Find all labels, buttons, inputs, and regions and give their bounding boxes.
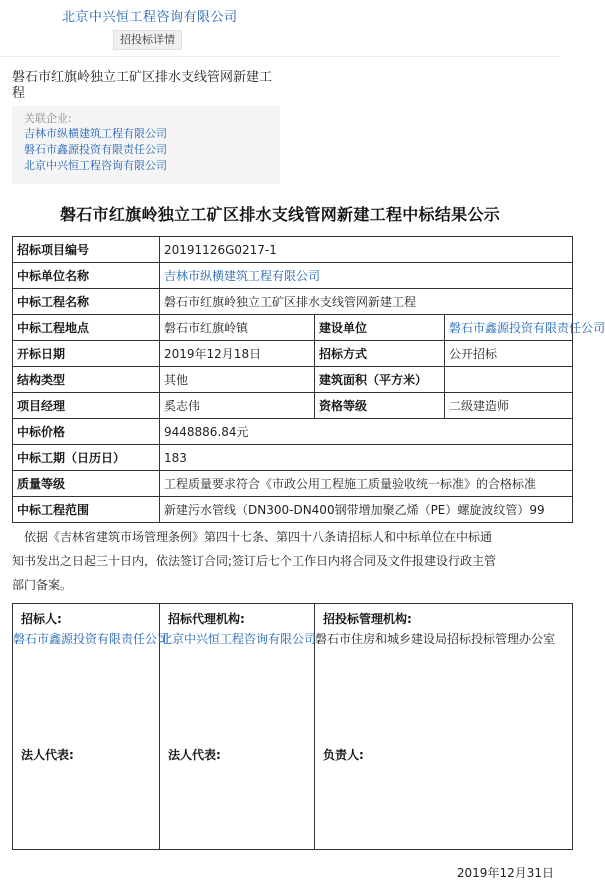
winner-link[interactable]: 吉林市纵横建筑工程有限公司 <box>160 263 573 289</box>
manager-value: 奚志伟 <box>160 393 315 419</box>
tenderer-label: 招标人: <box>21 612 62 626</box>
related-label: 关联企业: <box>24 112 72 125</box>
project-no: 20191126G0217-1 <box>160 237 573 263</box>
tenderer-cell <box>13 604 170 850</box>
header <box>0 0 560 57</box>
scope-value: 新建污水管线（DN300-DN400钢带增加聚乙烯（PE）螺旋波纹管）99 <box>160 497 573 523</box>
area-label: 建筑面积（平方米） <box>315 367 445 393</box>
admin-name: 磐石市住房和城乡建设局招标投标管理办公室 <box>315 632 556 646</box>
legal-rep-label: 法人代表: <box>21 748 74 762</box>
basis-line: 知书发出之日起三十日内，依法签订合同;签订后七个工作日内将合同及文件报建设行政主管 <box>12 554 497 568</box>
quality-value: 工程质量要求符合《市政公用工程施工质量验收统一标准》的合格标准 <box>160 471 573 497</box>
manager-label: 项目经理 <box>13 393 160 419</box>
area-value <box>445 367 573 393</box>
structure-label: 结构类型 <box>13 367 160 393</box>
project-name-value: 磐石市红旗岭独立工矿区排水支线管网新建工程 <box>160 289 573 315</box>
method-label: 招标方式 <box>315 341 445 367</box>
structure-value: 其他 <box>160 367 315 393</box>
price-value: 9448886.84元 <box>160 419 573 445</box>
builder-link[interactable]: 磐石市鑫源投资有限责任公司 <box>445 315 573 341</box>
winner-label: 中标单位名称 <box>13 263 160 289</box>
grade-label: 资格等级 <box>315 393 445 419</box>
related-company-link[interactable]: 磐石市鑫源投资有限责任公司 <box>24 143 167 156</box>
basis-line: 部门备案。 <box>12 578 73 592</box>
related-companies <box>12 106 280 184</box>
start-date: 2019年12月18日 <box>160 341 315 367</box>
project-no-label: 招标项目编号 <box>13 237 160 263</box>
start-date-label: 开标日期 <box>13 341 160 367</box>
company-title[interactable]: 北京中兴恒工程咨询有限公司 <box>62 10 238 25</box>
related-company-link[interactable]: 北京中兴恒工程咨询有限公司 <box>24 159 167 172</box>
signature-table <box>12 603 573 850</box>
grade-value: 二级建造师 <box>445 393 573 419</box>
method-value: 公开招标 <box>445 341 573 367</box>
related-company-link[interactable]: 吉林市纵横建筑工程有限公司 <box>24 127 167 140</box>
agent-cell <box>160 604 315 850</box>
basis-line: 依据《吉林省建筑市场管理条例》第四十七条、第四十八条请招标人和中标单位在中标通 <box>24 530 493 544</box>
bid-result-table <box>12 236 605 523</box>
scope-label: 中标工程范围 <box>13 497 160 523</box>
project-name: 磐石市红旗岭独立工矿区排水支线管网新建工程 <box>12 70 273 101</box>
project-name-label: 中标工程名称 <box>13 289 160 315</box>
period-label: 中标工期（日历日） <box>13 445 160 471</box>
agent-link[interactable]: 北京中兴恒工程咨询有限公司 <box>160 632 317 646</box>
period-value: 183 <box>160 445 573 471</box>
location-value: 磐石市红旗岭镇 <box>160 315 315 341</box>
tender-detail-tag: 招投标详情 <box>113 30 182 50</box>
notice-title: 磐石市红旗岭独立工矿区排水支线管网新建工程中标结果公示 <box>59 205 501 224</box>
admin-cell <box>315 604 573 850</box>
responsible-label: 负责人: <box>323 748 364 762</box>
publish-date: 2019年12月31日 <box>456 866 554 880</box>
legal-rep-label: 法人代表: <box>168 748 221 762</box>
location-label: 中标工程地点 <box>13 315 160 341</box>
tenderer-link[interactable]: 磐石市鑫源投资有限责任公司 <box>13 632 170 646</box>
legal-basis-text <box>12 525 548 597</box>
quality-label: 质量等级 <box>13 471 160 497</box>
admin-label: 招投标管理机构: <box>323 612 412 626</box>
builder-label: 建设单位 <box>315 315 445 341</box>
price-label: 中标价格 <box>13 419 160 445</box>
agent-label: 招标代理机构: <box>168 612 245 626</box>
